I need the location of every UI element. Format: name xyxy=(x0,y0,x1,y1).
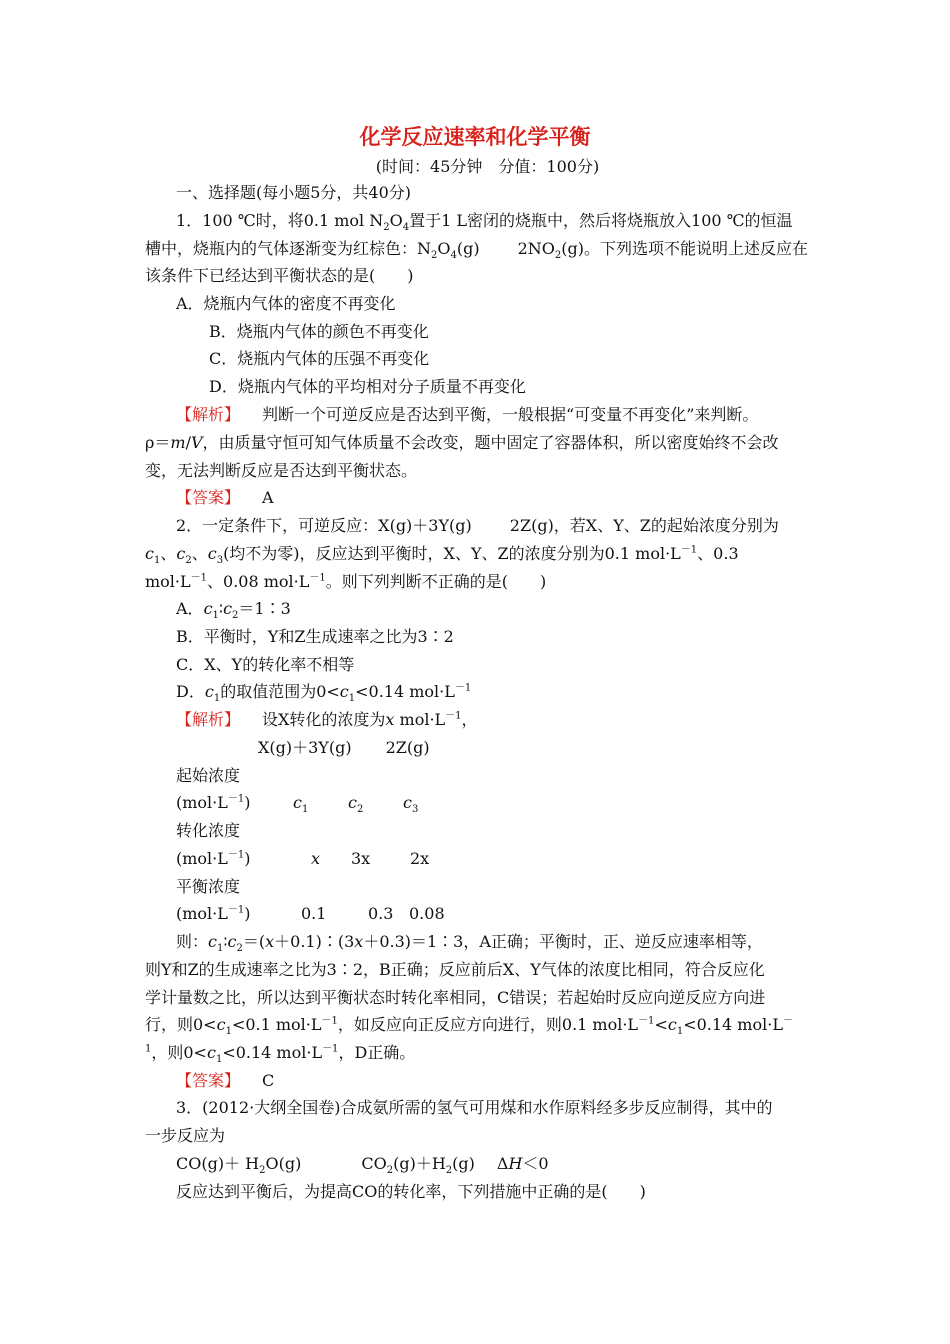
document-title: 化学反应速率和化学平衡 xyxy=(359,124,591,149)
q2-line-2: $c_1$、$c_2$、$c_3$(均不为零)，反应达到平衡时，X、Y、Z的浓度分别为0.1 $mol\cdot L^{-1}$、0.3 xyxy=(145,544,739,567)
q2-option-c: C．X、Y的转化率不相等 xyxy=(176,655,355,674)
row1-value-2: $c_2$ xyxy=(348,793,364,816)
q3-line-2: 一步反应为 xyxy=(145,1126,226,1145)
answer-tag: 【答案】 xyxy=(176,1071,241,1090)
row3-value-3: 0.08 xyxy=(409,904,445,923)
q2-analysis-para-5: $^1$，则$0<c_1<0.14$ $mol\cdot L^{-1}$，D正确。 xyxy=(145,1043,416,1066)
q2-analysis-para-4: 行，则$0<c_1<0.1$ $mol\cdot L^{-1}$，如反应向正反应方向进行，则0.1 $mol\cdot L^{-1}<c_1<0.14$ mol·L－ xyxy=(145,1015,793,1038)
row3-unit: $(mol\cdot L^{-1})$ xyxy=(176,904,251,923)
q1-answer: 【答案】 A xyxy=(176,488,274,507)
row2-value-1: x xyxy=(311,849,321,868)
q2-option-b: B．平衡时，Y和Z生成速率之比为3∶2 xyxy=(176,627,454,646)
q2-option-a: A．$c_1∶c_2=1∶3$ xyxy=(176,599,291,622)
q3-line-4: 反应达到平衡后，为提高CO的转化率，下列措施中正确的是( ) xyxy=(176,1182,646,1201)
q2-analysis-para-3: 学计量数之比，所以达到平衡状态时转化率相同，C错误；若起始时反应向逆反应方向进 xyxy=(145,988,766,1007)
q2-analysis-para-2: 则Y和Z的生成速率之比为3∶2，B正确；反应前后X、Y气体的浓度比相同，符合反应化 xyxy=(145,960,765,979)
row1-value-1: $c_1$ xyxy=(293,793,309,816)
q2-line-1: 2．一定条件下，可逆反应：X(g)＋3Y(g) 2Z(g)，若X、Y、Z的起始浓度分别为 xyxy=(176,516,779,535)
q3-line-1: 3．(2012·大纲全国卷)合成氨所需的氢气可用煤和水作原料经多步反应制得，其中的 xyxy=(176,1098,773,1117)
q2-line-3: $mol\cdot L^{-1}$、0.08 $mol\cdot L^{-1}$。则下列判断不正确的是( ) xyxy=(145,572,547,591)
document-subtitle: (时间：45分钟 分值：100分) xyxy=(375,157,600,176)
q1-analysis-line-3: 变，无法判断反应是否达到平衡状态。 xyxy=(145,461,418,480)
section-heading: 一、选择题(每小题5分，共40分) xyxy=(176,183,412,202)
q3-equation: $CO(g)+ H_2O(g)$ $CO_2(g)+H_2(g)$ ΔH＜0 xyxy=(176,1154,549,1177)
q2-analysis-para-1: 则：$c_1∶c_2=(x+0.1)∶(3x+0.3)=1∶3$，A正确；平衡时，正、逆反应速率相等， xyxy=(176,932,763,955)
row2-value-2: 3x xyxy=(351,849,371,868)
analysis-tag: 【解析】 xyxy=(176,405,241,424)
row1-value-3: $c_3$ xyxy=(403,793,419,816)
row3-value-2: 0.3 xyxy=(368,904,394,923)
q1-analysis-line-2: ρ＝m/V，由质量守恒可知气体质量不会改变，题中固定了容器体积，所以密度始终不会改 xyxy=(145,433,779,452)
q1-option-c: C．烧瓶内气体的压强不再变化 xyxy=(209,349,430,368)
q1-line-3: 该条件下已经达到平衡状态的是( ) xyxy=(145,266,414,285)
row2-value-3: 2x xyxy=(410,849,430,868)
q1-option-b: B．烧瓶内气体的颜色不再变化 xyxy=(209,322,429,341)
q1-line-1: 1．100 ℃时，将0.1 mol $N_2O_4$置于1 L密闭的烧瓶中，然后将烧瓶放入100 ℃的恒温 xyxy=(176,211,793,234)
row3-label: 平衡浓度 xyxy=(176,877,241,896)
row2-label: 转化浓度 xyxy=(176,821,241,840)
row3-value-1: 0.1 xyxy=(301,904,327,923)
analysis-tag: 【解析】 xyxy=(176,710,241,729)
q2-analysis-line-1: 【解析】 设X转化的浓度为x $mol\cdot L^{-1}$， xyxy=(176,710,478,729)
q1-option-a: A．烧瓶内气体的密度不再变化 xyxy=(176,294,396,313)
q2-option-d: D．$c_1$的取值范围为$0<c_1<0.14$ $mol\cdot L^{-1}$ xyxy=(176,682,472,705)
q1-option-d: D．烧瓶内气体的平均相对分子质量不再变化 xyxy=(209,377,526,396)
answer-tag: 【答案】 xyxy=(176,488,241,507)
row2-unit: $(mol\cdot L^{-1})$ xyxy=(176,849,251,868)
q2-answer: 【答案】 C xyxy=(176,1071,275,1090)
q1-analysis-line-1: 【解析】 判断一个可逆反应是否达到平衡，一般根据“可变量不再变化”来判断。 xyxy=(176,405,759,424)
row1-label: 起始浓度 xyxy=(176,766,241,785)
q1-line-2: 槽中，烧瓶内的气体逐渐变为红棕色：$N_2O_4(g)$ $2NO_2(g)$。下列选项不能说明上述反应在 xyxy=(145,239,809,262)
q2-equation: X(g)＋3Y(g) 2Z(g) xyxy=(258,738,430,757)
row1-unit: $(mol\cdot L^{-1})$ xyxy=(176,793,251,812)
